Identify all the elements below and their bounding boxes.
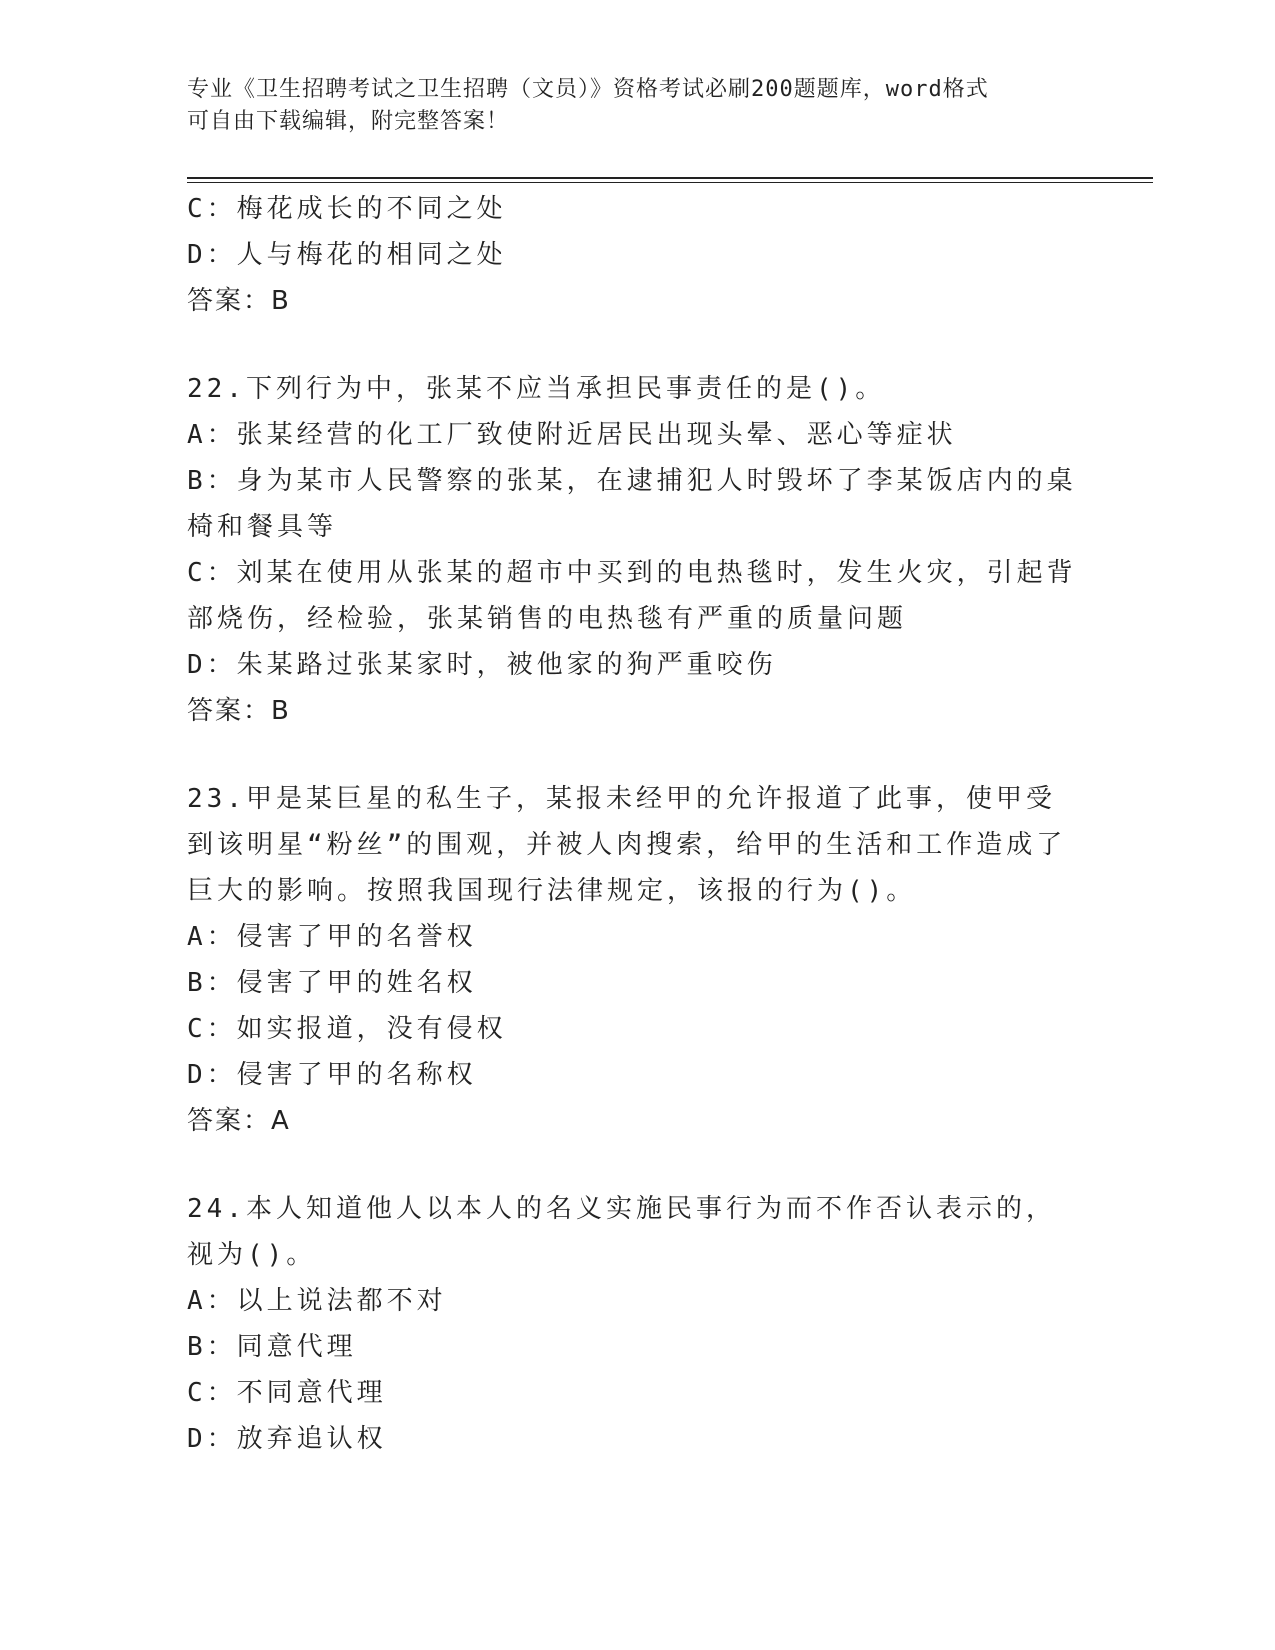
document-body (187, 186, 1087, 1462)
option-c: C：刘某在使用从张某的超市中买到的电热毯时，发生火灾，引起背部烧伤，经检验，张某销售的电热毯有严重的质量问题 (187, 558, 1077, 634)
option-a: A：侵害了甲的名誉权 (187, 922, 477, 952)
page-header (187, 74, 1067, 138)
option-c: C：梅花成长的不同之处 (187, 194, 507, 224)
option-d: D：朱某路过张某家时，被他家的狗严重咬伤 (187, 650, 777, 680)
answer-line: 答案：B (187, 696, 291, 726)
question-22 (187, 366, 1087, 734)
previous-question-tail (187, 186, 1087, 324)
option-c: C：如实报道，没有侵权 (187, 1014, 507, 1044)
question-stem: 24.本人知道他人以本人的名义实施民事行为而不作否认表示的，视为()。 (187, 1194, 1056, 1270)
question-stem: 22.下列行为中，张某不应当承担民事责任的是()。 (187, 374, 886, 404)
option-a: A：张某经营的化工厂致使附近居民出现头晕、恶心等症状 (187, 420, 957, 450)
option-d: D：侵害了甲的名称权 (187, 1060, 477, 1090)
answer-line: 答案：B (187, 286, 291, 316)
header-title-line-2: 可自由下载编辑，附完整答案！ (187, 109, 510, 134)
question-stem: 23.甲是某巨星的私生子，某报未经甲的允许报道了此事，使甲受到该明星“粉丝”的围观，并被人肉搜索，给甲的生活和工作造成了巨大的影响。按照我国现行法律规定，该报的行为()。 (187, 784, 1067, 906)
option-b: B：身为某市人民警察的张某，在逮捕犯人时毁坏了李某饭店内的桌椅和餐具等 (187, 466, 1077, 542)
option-a: A：以上说法都不对 (187, 1286, 447, 1316)
option-c: C：不同意代理 (187, 1378, 387, 1408)
option-b: B：同意代理 (187, 1332, 357, 1362)
header-title-line-1: 专业《卫生招聘考试之卫生招聘（文员）》资格考试必刷200题题库，word格式 (187, 77, 989, 102)
question-23 (187, 776, 1087, 1144)
option-b: B：侵害了甲的姓名权 (187, 968, 477, 998)
option-d: D：人与梅花的相同之处 (187, 240, 507, 270)
header-divider-thin (187, 182, 1153, 183)
header-divider-thick (187, 177, 1153, 179)
answer-line: 答案：A (187, 1106, 291, 1136)
option-d: D：放弃追认权 (187, 1424, 387, 1454)
question-24 (187, 1186, 1087, 1462)
